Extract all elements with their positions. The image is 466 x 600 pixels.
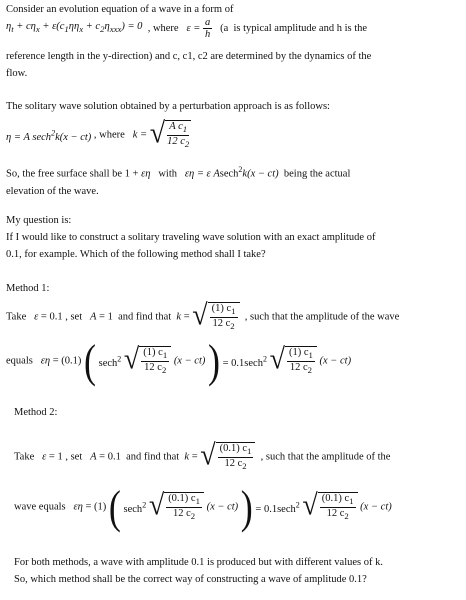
text-line: Consider an evolution equation of a wave in a form of <box>6 4 234 15</box>
solution-line <box>6 117 458 154</box>
result-text: = 0.1sech$^2$ <box>222 354 267 369</box>
intro-line <box>6 3 458 16</box>
text-block-2 <box>6 100 458 113</box>
right-paren: ) <box>208 335 221 388</box>
evolution-equation: $\eta_t + c\eta_x + \varepsilon(c_1\eta\eta_x + c_2\eta_{xxx}) = 0$ <box>6 21 143 35</box>
sqrt-expression: √ $\frac{(1) c_1}{12 c_2}$ <box>192 302 239 332</box>
method-1-line-b <box>6 335 458 388</box>
sqrt-expression: √ $\frac{(0.1) c_1}{12 c_2}$ <box>200 442 255 472</box>
equals-text: wave equals εη = (1) <box>14 501 107 513</box>
text-line: For both methods, a wave with amplitude 0.1 is produced but with different values of k. <box>14 557 383 568</box>
text-line: Method 2: <box>14 407 58 418</box>
x-ct: (x − ct) <box>360 501 392 513</box>
x-ct: (x − ct) <box>206 501 239 513</box>
text-line: So, which method shall be the correct way of constructing a wave of amplitude 0.1? <box>14 574 367 585</box>
method-1-line-a <box>6 299 458 338</box>
x-ct: (x − ct) <box>173 355 206 367</box>
method-2-line-b <box>14 481 460 534</box>
text-line: flow. <box>6 68 28 79</box>
text-line: If I would like to construct a solitary traveling wave solution with an exact amplitude of <box>6 232 376 243</box>
amplitude-text: , such that the amplitude of the wave <box>242 311 400 323</box>
amplitude-note: (a is typical amplitude and h is the <box>214 23 368 34</box>
text-line: The solitary wave solution obtained by a perturbation approach is as follows: <box>6 101 330 112</box>
evolution-equation-line <box>6 17 458 45</box>
conclusion-block <box>14 556 466 586</box>
sqrt-expression: √ $\frac{(1) c_1}{12 c_2}$ <box>270 346 317 376</box>
text-line: My question is: <box>6 215 72 226</box>
question-block <box>6 214 458 261</box>
left-paren: ( <box>83 335 96 388</box>
k-equals: k = <box>132 129 148 141</box>
left-paren: ( <box>108 481 121 534</box>
a-over-h-fraction: $\frac{a}{h}$ <box>204 17 211 40</box>
take-text: Take ε = 0.1 , set A = 1 and find that k = <box>6 311 190 323</box>
text-line: Method 1: <box>6 283 50 294</box>
sqrt-expression: √ $\frac{A c_1}{12 c_2}$ <box>149 117 190 150</box>
x-ct: (x − ct) <box>319 355 352 367</box>
amplitude-text: , such that the amplitude of the <box>258 451 391 463</box>
text-line: So, the free surface shall be 1 + εη with εη = ε Asech$^2$k(x − ct) being the actual <box>6 165 351 180</box>
sqrt-expression: √ $\frac{(0.1) c_1}{12 c_2}$ <box>302 492 357 522</box>
take-text: Take ε = 1 , set A = 0.1 and find that k = <box>14 451 198 463</box>
sqrt-expression: √ $\frac{(0.1) c_1}{12 c_2}$ <box>149 492 204 522</box>
text-line: reference length in the y-direction) and c, c1, c2 are determined by the dynamics of the <box>6 51 372 62</box>
text-line: elevation of the wave. <box>6 185 99 197</box>
method-1-heading <box>6 282 458 295</box>
where-text: , where <box>145 23 184 34</box>
right-paren: ) <box>240 481 253 534</box>
method-2-heading <box>14 406 466 419</box>
result-text: = 0.1sech$^2$ <box>255 500 300 515</box>
text-line: 0.1, for example. Which of the following method shall I take? <box>6 249 266 260</box>
sech-text: sech$^2$ <box>123 500 147 515</box>
sech-text: sech$^2$ <box>98 354 122 369</box>
epsilon-def: ε = <box>186 23 201 34</box>
where-text: , where <box>93 129 131 141</box>
sqrt-expression: √ $\frac{(1) c_1}{12 c_2}$ <box>124 346 171 376</box>
equals-text: equals εη = (0.1) <box>6 355 82 367</box>
text-block-1 <box>6 50 458 80</box>
method-2-line-a <box>14 439 460 482</box>
solution-equation: η = A sech$^2$k(x − ct) <box>6 128 92 143</box>
free-surface-line <box>6 163 458 198</box>
